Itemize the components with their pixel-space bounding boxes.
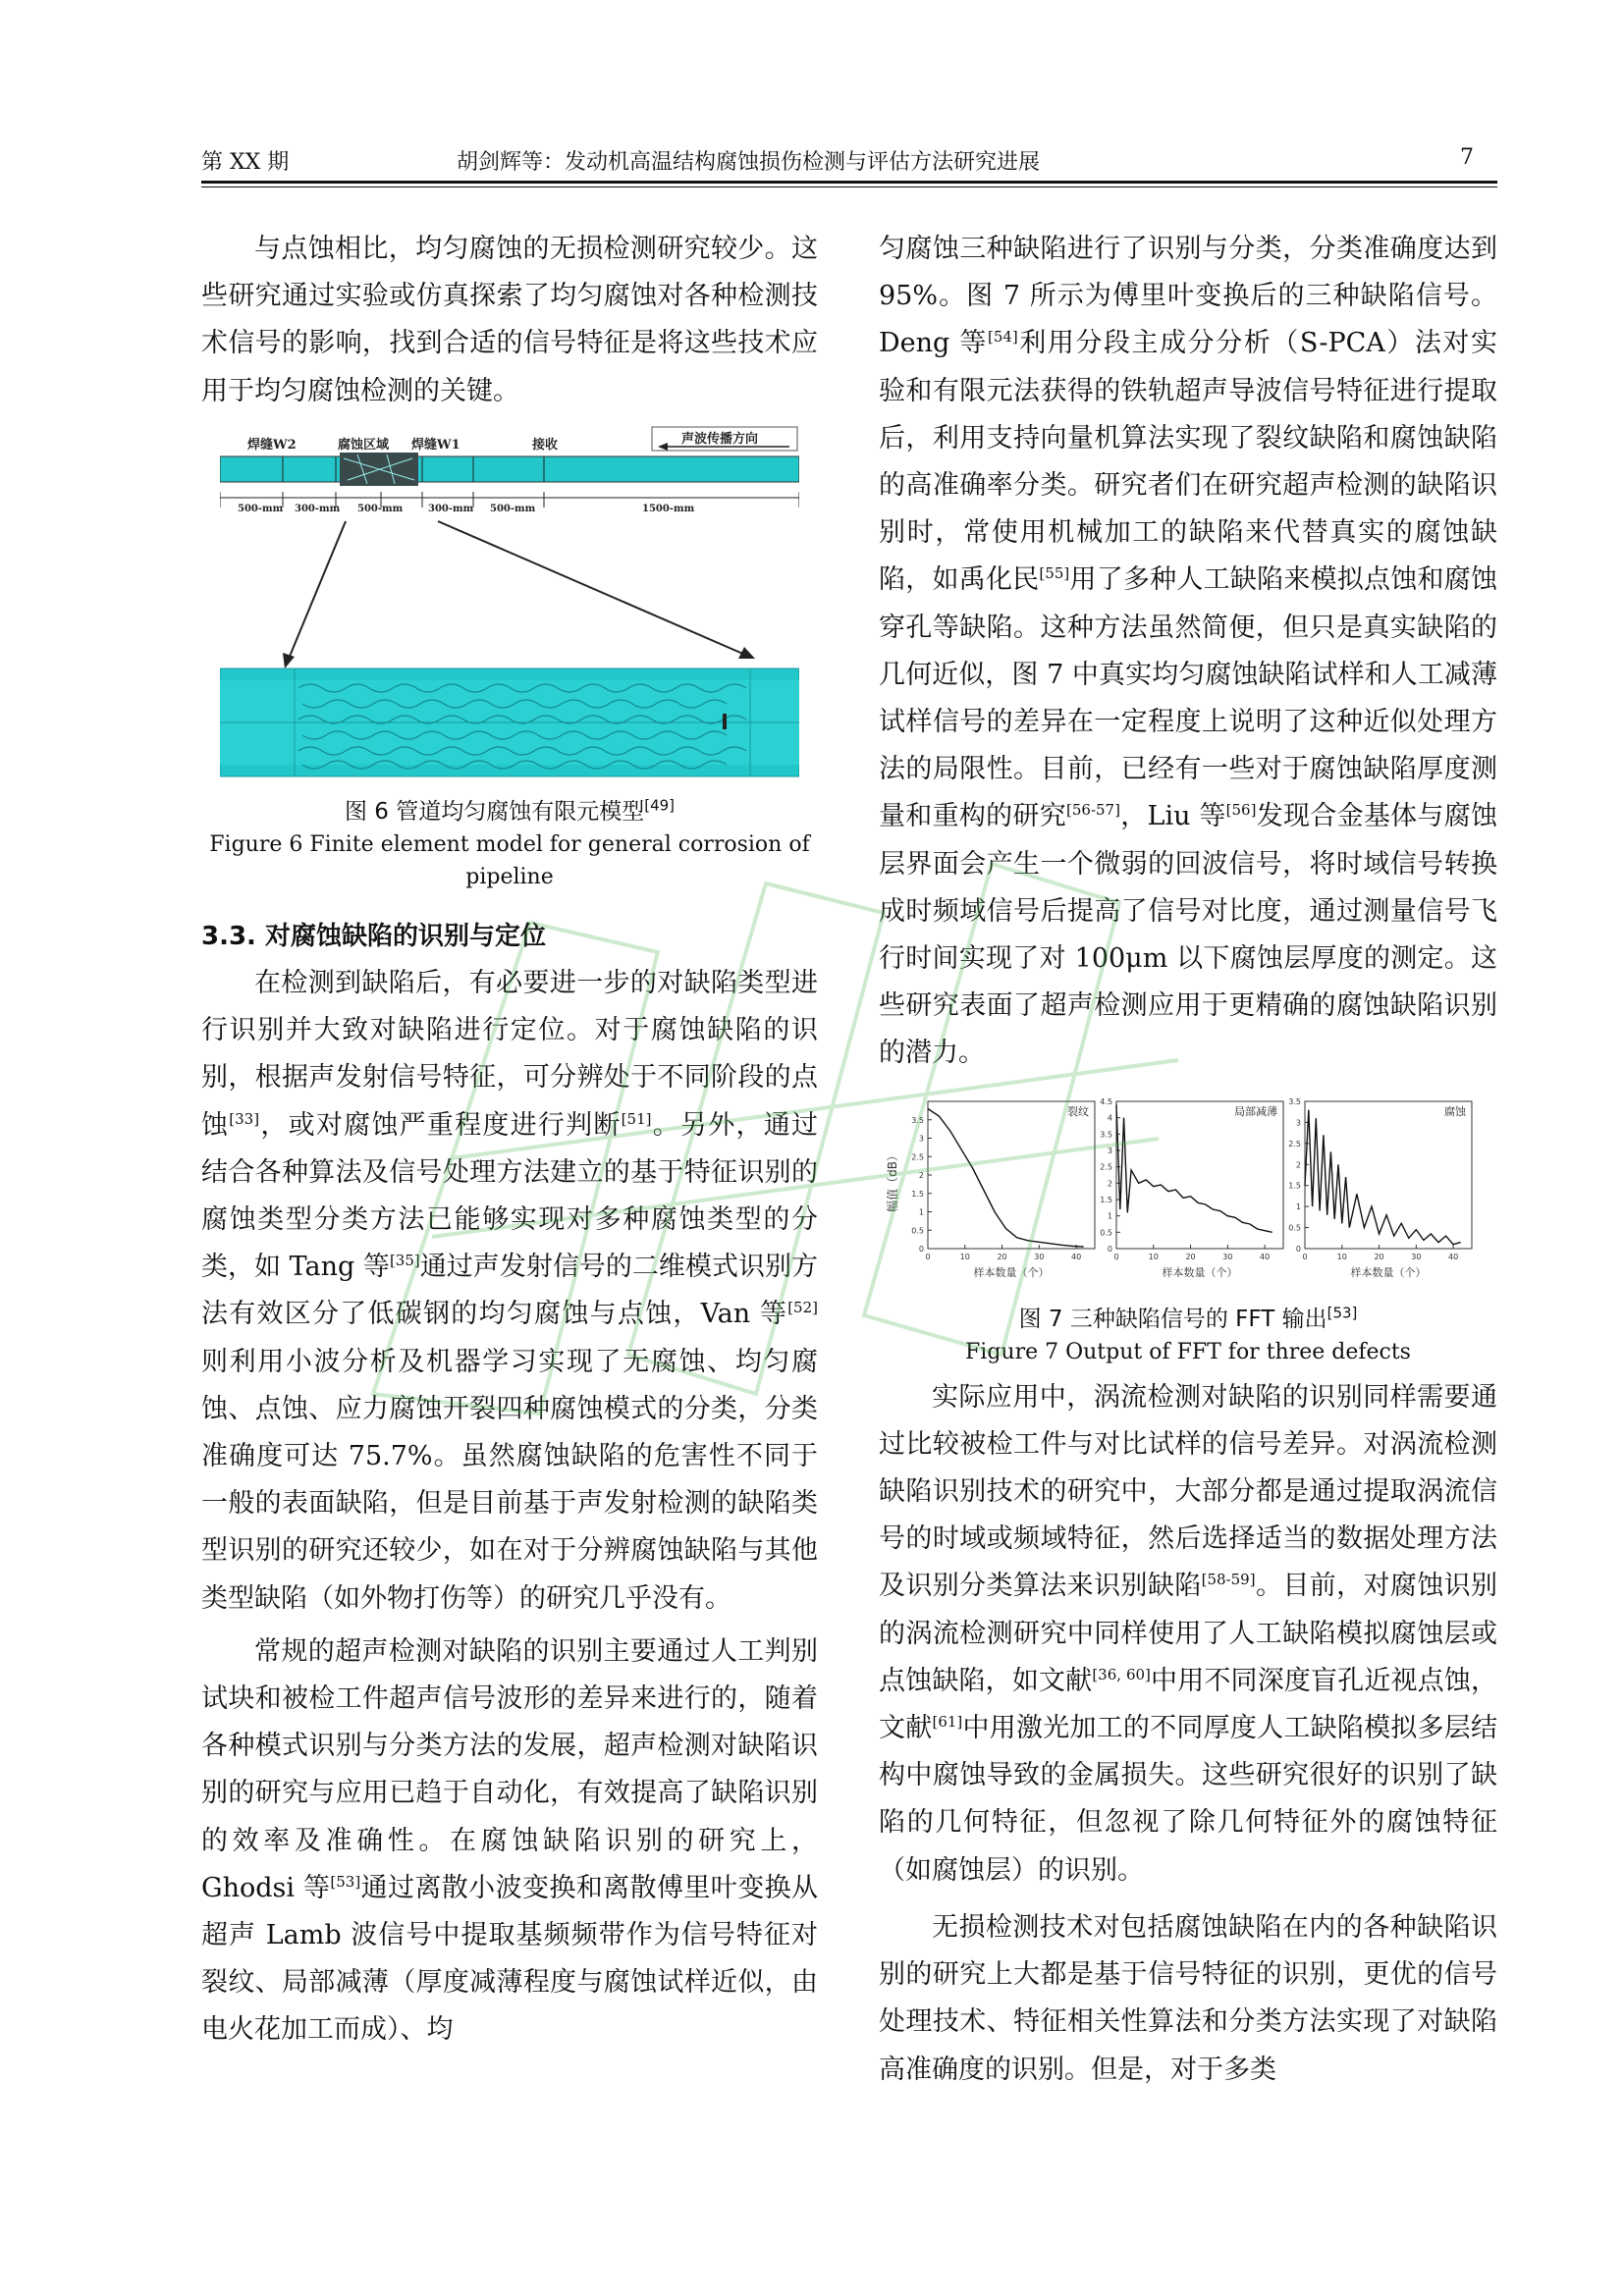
- y-tick-label: 3.5: [911, 1115, 924, 1125]
- label-weld-w2: 焊缝W2: [247, 437, 297, 453]
- x-tick-label: 10: [1336, 1252, 1347, 1261]
- x-tick-label: 40: [1448, 1252, 1459, 1261]
- y-tick-label: 0: [918, 1244, 924, 1254]
- y-tick-label: 0: [1107, 1244, 1112, 1254]
- y-tick-label: 2: [918, 1170, 924, 1180]
- series-line: [1305, 1109, 1461, 1244]
- label-receive: 接收: [532, 437, 559, 453]
- y-tick-label: 3: [1107, 1146, 1112, 1155]
- figure-7-fft-chart: [879, 1088, 1497, 1304]
- x-axis-label: 样本数量（个）: [1162, 1265, 1238, 1279]
- x-tick-label: 0: [925, 1252, 931, 1261]
- paragraph: 常规的超声检测对缺陷的识别主要通过人工判别试块和被检工件超声信号波形的差异来进行的，随着各种模式识别与分类方法的发展，超声检测对缺陷识别的研究与应用已趋于自动化，有效提高了缺陷识别的效率及准确性。在腐蚀缺陷识别的研究上，Ghodsi 等[53]通过离散小波变换和离散傅里叶变换从超声 Lamb 波信号中提取基频频带作为信号特征对裂纹、局部减薄（厚度减薄程度与腐蚀试样近似，由电火花加工而成）、均: [201, 1635, 818, 2046]
- dim-label: 1500-mm: [642, 503, 695, 514]
- panel-frame: [1116, 1101, 1283, 1249]
- dim-label: 500-mm: [238, 503, 284, 514]
- y-tick-label: 3: [1295, 1118, 1301, 1128]
- x-axis-label: 样本数量（个）: [1350, 1265, 1427, 1279]
- paragraph: 与点蚀相比，均匀腐蚀的无损检测研究较少。这些研究通过实验或仿真探索了均匀腐蚀对各种检测技术信号的影响，找到合适的信号特征是将这些技术应用于均匀腐蚀检测的关键。: [201, 234, 818, 406]
- y-tick-label: 0.5: [1100, 1227, 1112, 1237]
- x-tick-label: 20: [1374, 1252, 1384, 1261]
- panel-frame: [928, 1101, 1095, 1249]
- x-tick-label: 0: [1113, 1252, 1119, 1261]
- x-tick-label: 40: [1260, 1252, 1271, 1261]
- x-tick-label: 20: [1185, 1252, 1196, 1261]
- y-tick-label: 3: [918, 1134, 924, 1144]
- y-tick-label: 1: [918, 1207, 924, 1217]
- x-tick-label: 30: [1222, 1252, 1233, 1261]
- y-tick-label: 2: [1295, 1159, 1301, 1169]
- x-axis-label: 样本数量（个）: [973, 1265, 1050, 1279]
- right-column: [879, 226, 1497, 2094]
- label-corrosion-area: 腐蚀区域: [338, 437, 390, 453]
- y-tick-label: 2: [1107, 1178, 1112, 1188]
- x-tick-label: 0: [1302, 1252, 1308, 1261]
- y-tick-label: 0.5: [911, 1225, 924, 1235]
- x-tick-label: 30: [1411, 1252, 1422, 1261]
- x-tick-label: 40: [1071, 1252, 1082, 1261]
- dim-label: 300-mm: [295, 503, 341, 514]
- y-tick-label: 2.5: [911, 1151, 924, 1161]
- y-tick-label: 2.5: [1100, 1162, 1112, 1172]
- y-tick-label: 2.5: [1288, 1139, 1301, 1148]
- figure-6-caption-en: Figure 6 Finite element model for general corrosion of pipeline: [209, 831, 810, 889]
- running-title: 胡剑辉等：发动机高温结构腐蚀损伤检测与评估方法研究进展: [457, 150, 1041, 175]
- panel-title: 腐蚀: [1444, 1104, 1466, 1118]
- paragraph: 匀腐蚀三种缺陷进行了识别与分类，分类准确度达到 95%。图 7 所示为傅里叶变换后的三种缺陷信号。Deng 等[54]利用分段主成分分析（S-PCA）法对实验和有限元法获得的铁轨超声导波信号特征进行提取后，利用支持向量机算法实现了裂纹缺陷和腐蚀缺陷的高准确率分类。研究者们在研究超声检测的缺陷识别时，常使用机械加工的缺陷来代替真实的腐蚀缺陷，如禹化民[55]用了多种人工缺陷来模拟点蚀和腐蚀穿孔等缺陷。这种方法虽然简便，但只是真实缺陷的几何近似，图 7 中真实均匀腐蚀缺陷试样和人工减薄试样信号的差异在一定程度上说明了这种近似处理方法的局限性。目前，已经有一些对于腐蚀缺陷厚度测量和重构的研究[56-57]，Liu 等[56]发现合金基体与腐蚀层界面会产生一个微弱的回波信号，将时域信号转换成时频域信号后提高了信号对比度，通过测量信号飞行时间实现了对 100μm 以下腐蚀层厚度的测定。这些研究表面了超声检测应用于更精确的腐蚀缺陷识别的潜力。: [879, 234, 1498, 1069]
- x-tick-label: 10: [959, 1252, 970, 1261]
- series-line: [1116, 1104, 1272, 1232]
- y-tick-label: 1: [1107, 1211, 1112, 1221]
- y-axis-label: 幅值（dB）: [886, 1148, 899, 1212]
- panel-title: 局部减薄: [1234, 1104, 1277, 1118]
- x-tick-label: 10: [1148, 1252, 1159, 1261]
- y-tick-label: 1.5: [1288, 1181, 1301, 1191]
- series-line: [928, 1108, 1084, 1247]
- y-tick-label: 4.5: [1100, 1096, 1112, 1106]
- figure-6-pipeline-model: [220, 423, 799, 796]
- x-tick-label: 20: [997, 1252, 1007, 1261]
- label-wave-direction: 声波传播方向: [681, 431, 759, 447]
- y-tick-label: 3.5: [1288, 1096, 1301, 1106]
- x-tick-label: 30: [1034, 1252, 1045, 1261]
- y-tick-label: 3.5: [1100, 1129, 1112, 1139]
- paragraph: 在检测到缺陷后，有必要进一步的对缺陷类型进行识别并大致对缺陷进行定位。对于腐蚀缺陷的识别，根据声发射信号特征，可分辨处于不同阶段的点蚀[33]，或对腐蚀严重程度进行判断[51]。另外，通过结合各种算法及信号处理方法建立的基于特征识别的腐蚀类型分类方法已能够实现对多种腐蚀类型的分类，如 Tang 等[35]通过声发射信号的二维模式识别方法有效区分了低碳钢的均匀腐蚀与点蚀，Van 等[52]则利用小波分析及机器学习实现了无腐蚀、均匀腐蚀、点蚀、应力腐蚀开裂四种腐蚀模式的分类，分类准确度可达 75.7%。虽然腐蚀缺陷的危害性不同于一般的表面缺陷，但是目前基于声发射检测的缺陷类型识别的研究还较少，如在对于分辨腐蚀缺陷与其他类型缺陷（如外物打伤等）的研究几乎没有。: [201, 968, 819, 1614]
- dim-label: 500-mm: [490, 503, 536, 514]
- issue-label: 第 XX 期: [201, 150, 290, 175]
- panel-title: 裂纹: [1067, 1104, 1089, 1118]
- header-rule-thick: [201, 181, 1497, 184]
- y-tick-label: 1.5: [1100, 1195, 1112, 1204]
- figure-7-caption-zh: 图 7 三种缺陷信号的 FFT 输出[53]: [1018, 1304, 1358, 1332]
- figure-6-caption-zh: 图 6 管道均匀腐蚀有限元模型[49]: [344, 796, 676, 825]
- y-tick-label: 1: [1295, 1201, 1301, 1211]
- figure-7-caption-en: Figure 7 Output of FFT for three defects: [965, 1339, 1411, 1364]
- y-tick-label: 0.5: [1288, 1223, 1301, 1233]
- section-heading: 3.3. 对腐蚀缺陷的识别与定位: [201, 921, 546, 951]
- left-column: [201, 226, 818, 2055]
- dim-label: 300-mm: [428, 503, 474, 514]
- paragraph: 实际应用中，涡流检测对缺陷的识别同样需要通过比较被检工件与对比试样的信号差异。对涡流检测缺陷识别技术的研究中，大部分都是通过提取涡流信号的时域或频域特征，然后选择适当的数据处理方法及识别分类算法来识别缺陷[58-59]。目前，对腐蚀识别的涡流检测研究中同样使用了人工缺陷模拟腐蚀层或点蚀缺陷，如文献[36, 60]中用不同深度盲孔近视点蚀，文献[61]中用激光加工的不同厚度人工缺陷模拟多层结构中腐蚀导致的金属损失。这些研究很好的识别了缺陷的几何特征，但忽视了除几何特征外的腐蚀特征（如腐蚀层）的识别。: [879, 1381, 1498, 1886]
- y-tick-label: 1.5: [911, 1189, 924, 1199]
- y-tick-label: 0: [1295, 1244, 1301, 1254]
- running-header: [201, 145, 1497, 185]
- page-number: 7: [1460, 145, 1474, 170]
- dim-label: 500-mm: [357, 503, 404, 514]
- paragraph: 无损检测技术对包括腐蚀缺陷在内的各种缺陷识别的研究上大都是基于信号特征的识别，更优的信号处理技术、特征相关性算法和分类方法实现了对缺陷高准确度的识别。但是，对于多类: [879, 1911, 1497, 2085]
- label-weld-w1: 焊缝W1: [411, 437, 460, 453]
- y-tick-label: 4: [1107, 1113, 1112, 1123]
